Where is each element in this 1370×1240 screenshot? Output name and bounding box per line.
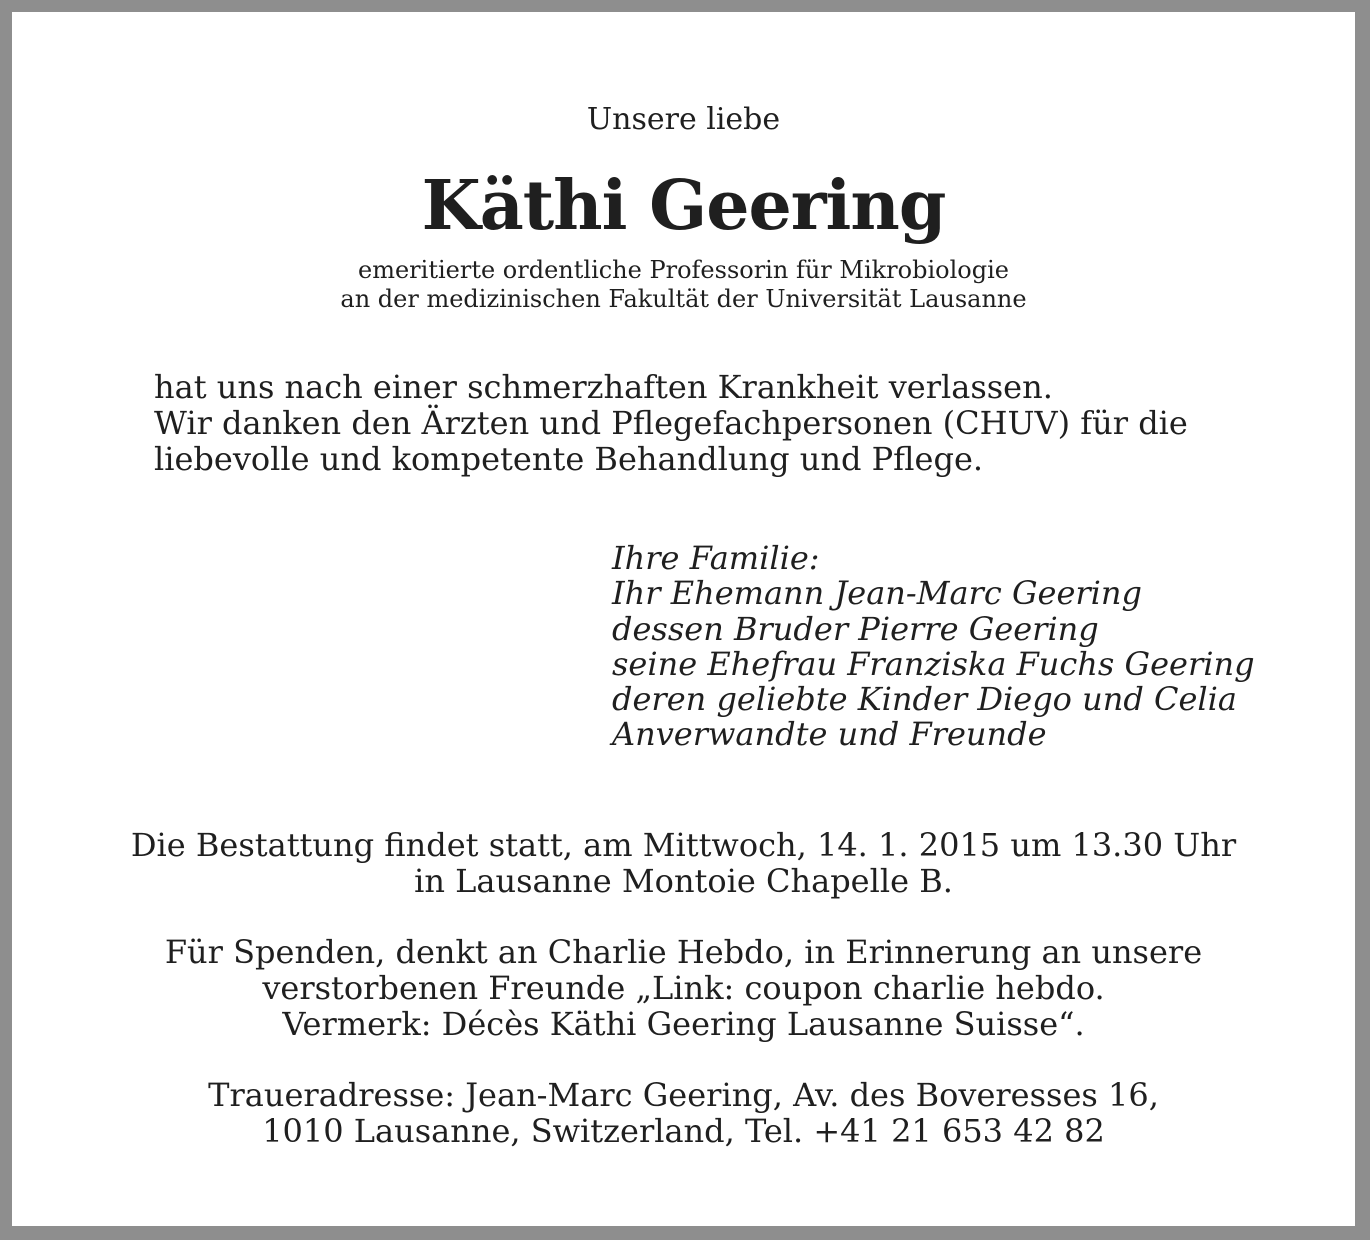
donation-line: Für Spenden, denkt an Charlie Hebdo, in Erinnerung an unsere (164, 933, 1203, 971)
funeral-line: in Lausanne Montoie Chapelle B. (414, 862, 953, 900)
family-line: Ihre Familie: (612, 539, 820, 577)
donation-info (12, 934, 1355, 1042)
family-line: Anverwandte und Freunde (612, 715, 1047, 754)
announcement-line: hat uns nach einer schmerzhaften Krankheit verlassen. (154, 368, 1053, 406)
family-line: seine Ehefrau Franziska Fuchs Geering (612, 644, 1255, 683)
deceased-name: Käthi Geering (421, 166, 946, 246)
obituary-notice (12, 12, 1355, 1226)
family-line: dessen Bruder Pierre Geering (612, 609, 1099, 648)
family-line: Ihr Ehemann Jean-Marc Geering (612, 574, 1142, 613)
family-list (612, 541, 1255, 753)
funeral-line: Die Bestattung findet statt, am Mittwoch, 14. 1. 2015 um 13.30 Uhr (130, 826, 1237, 864)
announcement-text (154, 369, 1188, 477)
address-line: 1010 Lausanne, Switzerland, Tel. +41 21 653 42 82 (262, 1112, 1105, 1150)
funeral-info (12, 827, 1355, 899)
announcement-line: liebevolle und kompetente Behandlung und Pflege. (154, 440, 984, 478)
mourning-address (12, 1077, 1355, 1149)
address-line: Traueradresse: Jean-Marc Geering, Av. des Boveresses 16, (208, 1076, 1159, 1114)
donation-line: verstorbenen Freunde „Link: coupon charlie hebdo. (262, 969, 1105, 1007)
intro-text: Unsere liebe (586, 102, 781, 137)
donation-line: Vermerk: Décès Käthi Geering Lausanne Suisse“. (282, 1005, 1085, 1043)
title-line: an der medizinischen Fakultät der Universität Lausanne (340, 285, 1027, 313)
professional-title (12, 256, 1355, 314)
announcement-line: Wir danken den Ärzten und Pflegefachpersonen (CHUV) für die (154, 404, 1188, 442)
title-line: emeritierte ordentliche Professorin für Mikrobiologie (358, 256, 1009, 284)
family-line: deren geliebte Kinder Diego und Celia (612, 680, 1237, 719)
